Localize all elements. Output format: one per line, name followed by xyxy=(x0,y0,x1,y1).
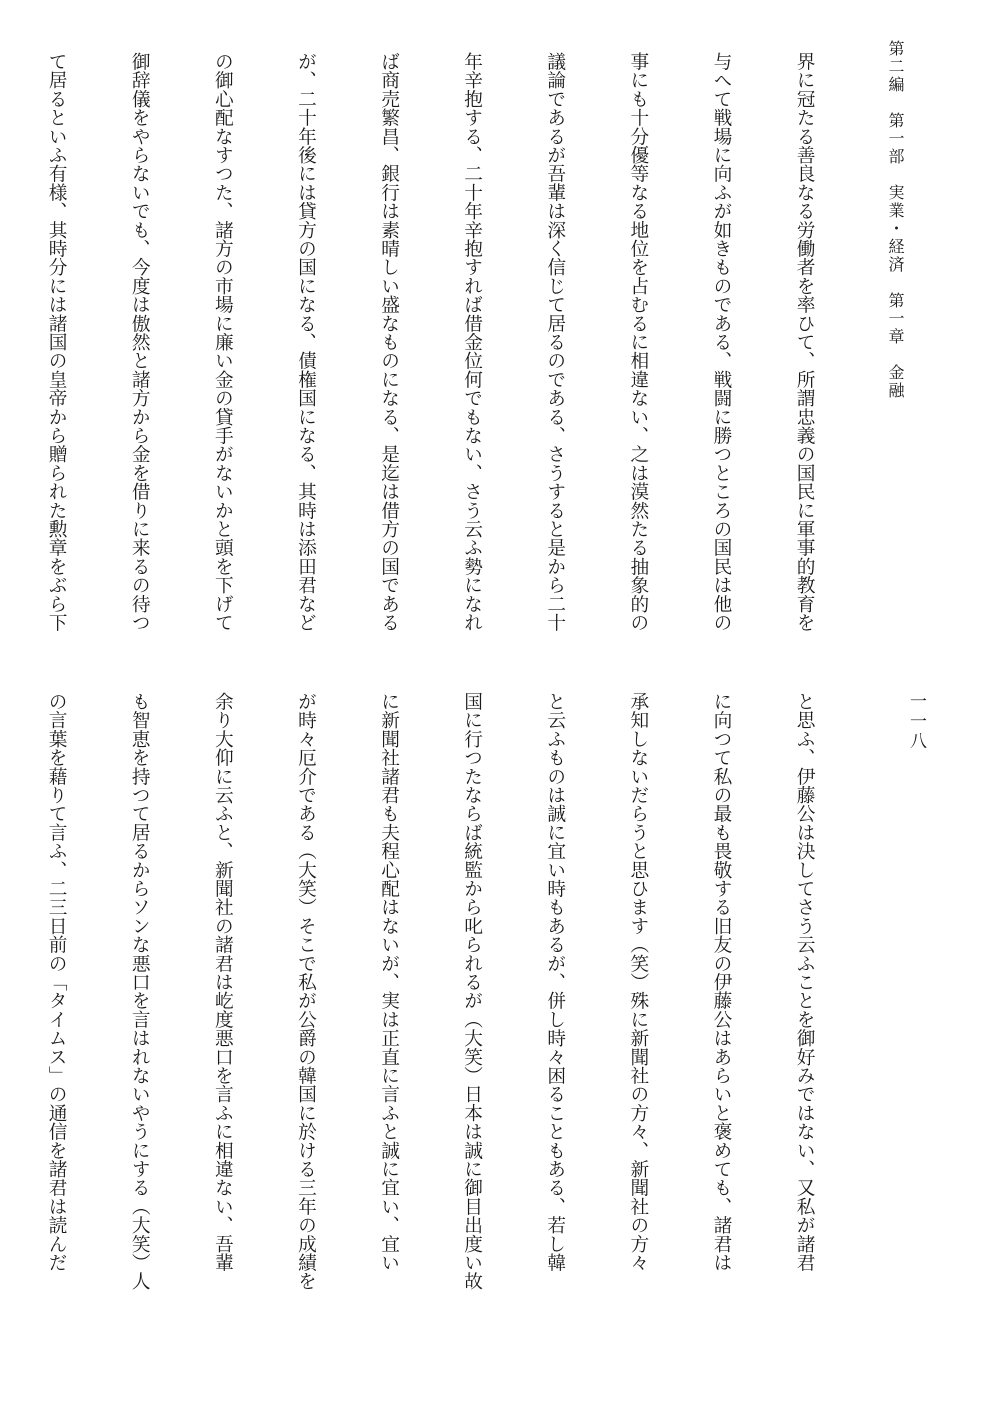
text-column: 国に行つたならば統監から叱られるが（大笑）日本は誠に御目出度い故 xyxy=(461,692,483,1291)
running-head: 第二編 第一部 実業・経済 第一章 金融 xyxy=(886,40,905,400)
text-column: と思ふ、伊藤公は決してさう云ふことを御好みではない、又私が諸君 xyxy=(793,692,815,1272)
page-number: 一一八 xyxy=(906,692,926,752)
text-column: 与へて戦場に向ふが如きものである、戦闘に勝つところの国民は他の xyxy=(710,52,732,632)
text-column: ば商売繁昌、銀行は素晴しい盛なものになる、是迄は借方の国である xyxy=(378,52,400,632)
text-column: 余り大仰に云ふと、新聞社の諸君は屹度悪口を言ふに相違ない、吾輩 xyxy=(211,692,233,1272)
upper-text-block xyxy=(41,52,873,664)
text-column: 御辞儀をやらないでも、今度は傲然と諸方から金を借りに来るの待つ xyxy=(128,52,150,632)
text-column: の言葉を藉りて言ふ、二三日前の「タイムス」の通信を諸君は読んだ xyxy=(45,692,67,1272)
text-column: 界に冠たる善良なる労働者を率ひて、所謂忠義の国民に軍事的教育を xyxy=(793,52,815,632)
text-column: と云ふものは誠に宜い時もあるが、併し時々困ることもある、若し韓 xyxy=(544,692,566,1272)
text-column: に新聞社諸君も夫程心配はないが、実は正直に言ふと誠に宜い、宜い xyxy=(378,692,400,1272)
text-column: も智恵を持つて居るからソンな悪口を言はれないやうにする（大笑）人 xyxy=(128,692,150,1291)
text-column: の御心配なすつた、諸方の市場に廉い金の貸手がないかと頭を下げて xyxy=(211,52,233,632)
text-column: が、二十年後には貸方の国になる、債権国になる、其時は添田君など xyxy=(294,52,316,632)
text-column: 事にも十分優等なる地位を占むるに相違ない、之は漠然たる抽象的の xyxy=(627,52,649,632)
text-column: て居るといふ有様、其時分には諸国の皇帝から贈られた勲章をぶら下 xyxy=(45,52,67,632)
text-column: 承知しないだらうと思ひます（笑）殊に新聞社の方々、新聞社の方々 xyxy=(627,692,649,1272)
text-column: 議論であるが吾輩は深く信じて居るのである、さうすると是から二十 xyxy=(544,52,566,632)
text-column: 年辛抱する、二十年辛抱すれば借金位何でもない、さう云ふ勢になれ xyxy=(461,52,483,632)
lower-text-block xyxy=(41,692,873,1382)
text-column: が時々厄介である（大笑）そこで私が公爵の韓国に於ける三年の成績を xyxy=(294,692,316,1291)
text-column: に向つて私の最も畏敬する旧友の伊藤公はあらいと褒めても、諸君は xyxy=(710,692,732,1272)
